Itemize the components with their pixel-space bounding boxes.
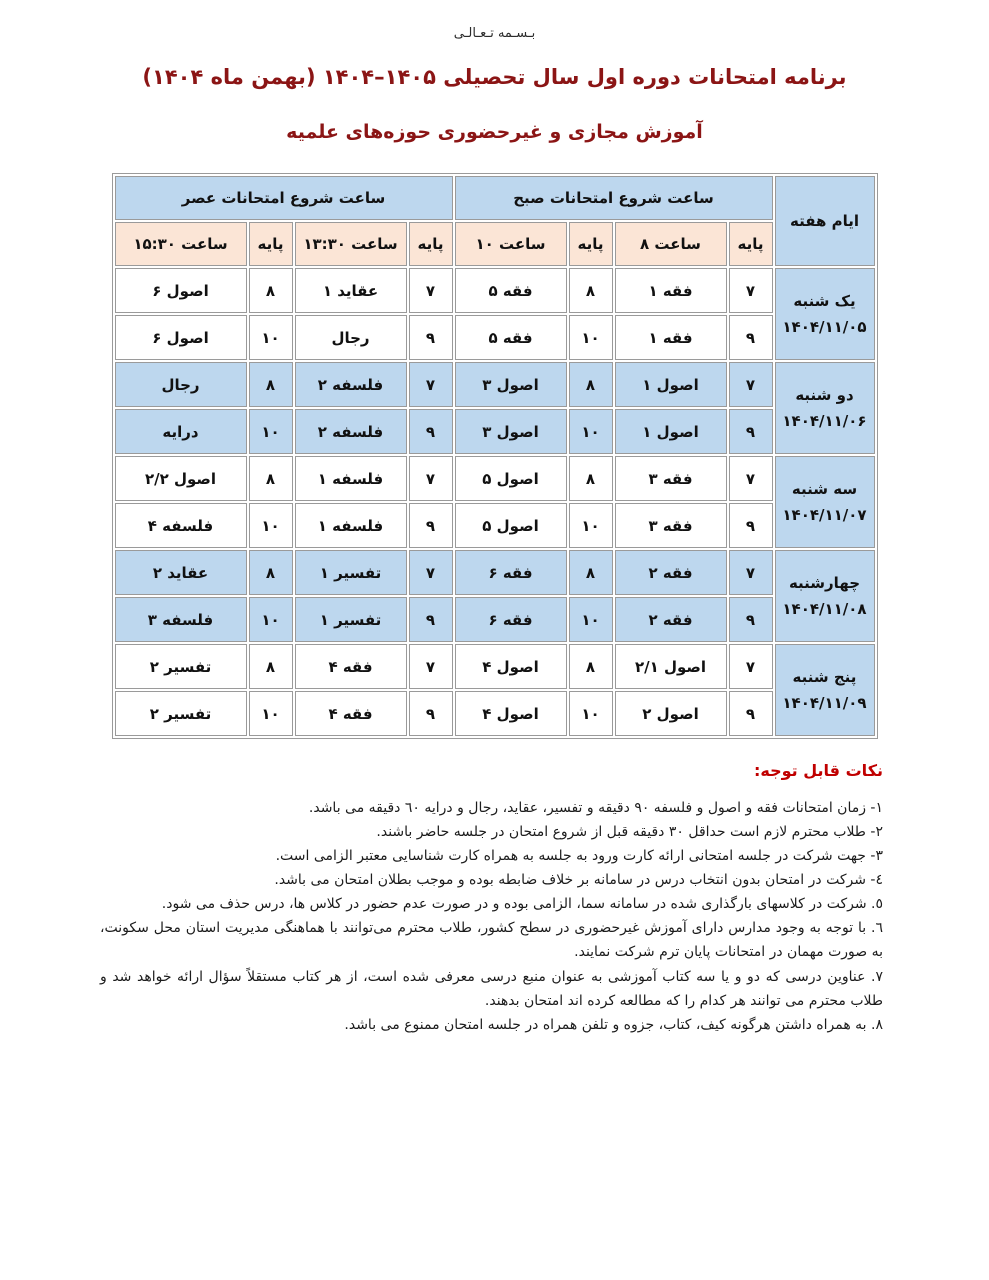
document-subtitle: آموزش مجازی و غیرحضوری حوزه‌های علمیه [286,121,703,143]
day-date: ۱۴۰۴/۱۱/۰۸ [782,600,867,618]
bismillah-text: بـسـمه تـعـالـی [453,26,536,41]
col-group-morning: ساعت شروع امتحانات صبح [455,176,773,220]
day-cell [775,268,875,360]
grade-cell: ۸ [569,268,613,313]
grade-cell: ۸ [569,644,613,689]
day-date: ۱۴۰۴/۱۱/۰۷ [782,506,867,524]
subject-cell: اصول ۴ [455,644,567,689]
day-name: یک شنبه [793,291,856,310]
subject-cell: فقه ۱ [615,268,727,313]
subject-cell: اصول ۳ [455,409,567,454]
grade-cell: ۱۰ [249,691,293,736]
col-header-grade: پایه [409,222,453,266]
subject-cell: فلسفه ۲ [295,409,407,454]
grade-cell: ۱۰ [569,597,613,642]
grade-cell: ۱۰ [569,409,613,454]
schedule-row [115,409,875,454]
subject-cell: فلسفه ۴ [115,503,247,548]
subject-cell: اصول ۵ [455,503,567,548]
subject-cell: فقه ۴ [295,644,407,689]
schedule-row [115,362,875,407]
document-title: برنامه امتحانات دوره اول سال تحصیلی ۱۴۰۵–۱۴۰۴ (بهمن ماه ۱۴۰۴) [142,65,847,89]
day-cell [775,644,875,736]
col-group-afternoon: ساعت شروع امتحانات عصر [115,176,453,220]
subject-cell: اصول ۵ [455,456,567,501]
subject-cell: عقاید ۲ [115,550,247,595]
grade-cell: ۹ [729,315,773,360]
grade-cell: ۷ [729,456,773,501]
grade-cell: ۷ [729,644,773,689]
grade-cell: ۱۰ [569,315,613,360]
subject-cell: فقه ۳ [615,456,727,501]
subject-cell: فقه ۲ [615,550,727,595]
col-header-grade: پایه [729,222,773,266]
subject-cell: فقه ۲ [615,597,727,642]
schedule-body [115,268,875,736]
note-item: ٦. با توجه به وجود مدارس دارای آموزش غیرحضوری در سطح کشور، طلاب محترم می‌توانند با هماهنگی مدیریت استان محل سکونت، به صورت مهمان در امتحانات پایان ترم شرکت نمایند. [100,920,883,961]
notes-heading: نکات قابل توجه: [754,761,883,780]
col-header-time-8: ساعت ۸ [615,222,727,266]
subject-cell: رجال [295,315,407,360]
subject-cell: فقه ۵ [455,315,567,360]
subject-cell: فلسفه ۱ [295,503,407,548]
subject-cell: فقه ۵ [455,268,567,313]
grade-cell: ۷ [729,268,773,313]
table-subheader-row [115,222,875,266]
grade-cell: ۹ [409,409,453,454]
subject-cell: فلسفه ۳ [115,597,247,642]
grade-cell: ۷ [729,362,773,407]
grade-cell: ۷ [409,550,453,595]
subject-cell: تفسیر ۱ [295,597,407,642]
grade-cell: ۱۰ [249,597,293,642]
grade-cell: ۹ [409,691,453,736]
subject-cell: فقه ۳ [615,503,727,548]
subject-cell: اصول ۱ [615,409,727,454]
col-header-time-10: ساعت ۱۰ [455,222,567,266]
schedule-row [115,456,875,501]
day-cell [775,362,875,454]
subject-cell: اصول ۴ [455,691,567,736]
subject-cell: رجال [115,362,247,407]
subject-cell: اصول ۶ [115,268,247,313]
grade-cell: ۱۰ [569,503,613,548]
subject-cell: فلسفه ۲ [295,362,407,407]
grade-cell: ۷ [409,644,453,689]
subject-cell: عقاید ۱ [295,268,407,313]
day-date: ۱۴۰۴/۱۱/۰۵ [782,318,867,336]
notes-section [100,761,883,1037]
day-name: دو شنبه [795,385,854,404]
grade-cell: ۹ [729,691,773,736]
subject-cell: فلسفه ۱ [295,456,407,501]
table-group-header-row [115,176,875,220]
schedule-row [115,268,875,313]
schedule-row [115,503,875,548]
day-cell [775,550,875,642]
grade-cell: ۸ [569,550,613,595]
subject-cell: فقه ۶ [455,597,567,642]
grade-cell: ۱۰ [249,503,293,548]
grade-cell: ۸ [249,362,293,407]
schedule-row [115,550,875,595]
note-item: ۱- زمان امتحانات فقه و اصول و فلسفه ۹۰ دقیقه و تفسیر، عقاید، رجال و درایه ٦٠ دقیقه می باشد. [308,800,883,816]
col-header-days: ایام هفته [775,176,875,266]
grade-cell: ۸ [249,550,293,595]
day-date: ۱۴۰۴/۱۱/۰۹ [782,694,867,712]
col-header-time-1330: ساعت ۱۳:۳۰ [295,222,407,266]
grade-cell: ۸ [569,362,613,407]
subject-cell: فقه ۴ [295,691,407,736]
grade-cell: ۹ [729,409,773,454]
subject-cell: تفسیر ۲ [115,644,247,689]
grade-cell: ۹ [729,503,773,548]
grade-cell: ۱۰ [569,691,613,736]
exam-schedule-table [112,173,878,739]
day-name: پنج شنبه [792,667,857,686]
schedule-row [115,315,875,360]
grade-cell: ۹ [409,315,453,360]
subject-cell: اصول ۲ [615,691,727,736]
grade-cell: ۹ [409,597,453,642]
schedule-row [115,644,875,689]
col-header-time-1530: ساعت ۱۵:۳۰ [115,222,247,266]
grade-cell: ۹ [409,503,453,548]
grade-cell: ۹ [729,597,773,642]
note-item: ۲- طلاب محترم لازم است حداقل ۳۰ دقیقه قبل از شروع امتحان در جلسه حاضر باشند. [376,824,883,841]
grade-cell: ۷ [409,362,453,407]
note-item: ۷. عناوین درسی که دو و یا سه کتاب آموزشی به عنوان منبع درسی معرفی شده است، از هر کتاب مستقلاً سؤال ارائه خواهد شد و طلاب محترم می توانند هر کدام را که مطالعه کرده اند امتحان بدهند. [100,968,883,1009]
subject-cell: فقه ۶ [455,550,567,595]
subject-cell: تفسیر ۱ [295,550,407,595]
note-item: ٥. شرکت در کلاسهای بارگذاری شده در سامانه سما، الزامی بوده و در صورت عدم حضور در کلاس ها، درس حذف می شود. [161,896,883,913]
subject-cell: اصول ۲/۱ [615,644,727,689]
subject-cell: اصول ۳ [455,362,567,407]
grade-cell: ۸ [249,644,293,689]
grade-cell: ۱۰ [249,409,293,454]
grade-cell: ۷ [729,550,773,595]
schedule-row [115,691,875,736]
day-date: ۱۴۰۴/۱۱/۰۶ [782,412,867,430]
grade-cell: ۸ [249,268,293,313]
subject-cell: اصول ۱ [615,362,727,407]
grade-cell: ۱۰ [249,315,293,360]
notes-list [100,796,883,1037]
day-cell [775,456,875,548]
grade-cell: ۷ [409,456,453,501]
subject-cell: درایه [115,409,247,454]
day-name: چهارشنبه [788,573,861,592]
col-header-grade: پایه [569,222,613,266]
subject-cell: تفسیر ۲ [115,691,247,736]
subject-cell: فقه ۱ [615,315,727,360]
subject-cell: اصول ۲/۲ [115,456,247,501]
day-name: سه شنبه [791,479,858,498]
grade-cell: ۸ [569,456,613,501]
note-item: ۳- جهت شرکت در جلسه امتحانی ارائه کارت ورود به جلسه به همراه کارت شناسایی معتبر الزامی است. [275,848,883,865]
note-item: ۸. به همراه داشتن هرگونه کیف، کتاب، جزوه و تلفن همراه در جلسه امتحان ممنوع می باشد. [344,1016,883,1033]
col-header-grade: پایه [249,222,293,266]
grade-cell: ۷ [409,268,453,313]
schedule-row [115,597,875,642]
subject-cell: اصول ۶ [115,315,247,360]
note-item: ٤- شرکت در امتحان بدون انتخاب درس در سامانه بر خلاف ضابطه بوده و موجب بطلان امتحان می باشد. [274,872,883,889]
grade-cell: ۸ [249,456,293,501]
